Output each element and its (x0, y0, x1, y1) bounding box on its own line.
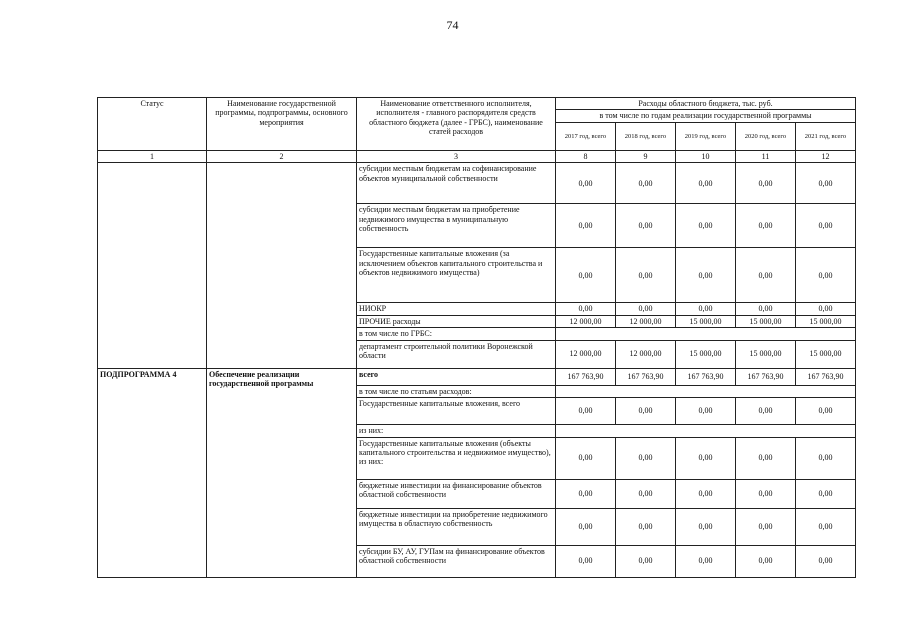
value-cell: 0,00 (616, 437, 676, 479)
subprogram-name: Обеспечение реализации государственной программы (207, 368, 357, 577)
value-cell: 0,00 (796, 163, 856, 204)
value-cell: 0,00 (616, 545, 676, 577)
row-label: Государственные капитальные вложения, всего (357, 398, 556, 425)
header-row-1 (98, 98, 856, 110)
row-label: субсидии местным бюджетам на софинансирование объектов муниципальной собственности (357, 163, 556, 204)
value-cell: 0,00 (616, 163, 676, 204)
column-index: 9 (616, 150, 676, 162)
value-cell: 12 000,00 (616, 315, 676, 327)
value-cell: 0,00 (556, 479, 616, 508)
header-year: 2017 год, всего (556, 122, 616, 150)
value-cell: 12 000,00 (556, 315, 616, 327)
value-cell: 0,00 (736, 204, 796, 248)
program-cell-empty (207, 163, 357, 368)
empty-value-cell (556, 425, 856, 437)
row-label: всего (357, 368, 556, 385)
table-row (98, 163, 856, 204)
value-cell: 0,00 (556, 163, 616, 204)
value-cell: 0,00 (676, 248, 736, 303)
value-cell: 0,00 (796, 303, 856, 315)
row-label: ПРОЧИЕ расходы (357, 315, 556, 327)
value-cell: 15 000,00 (736, 340, 796, 368)
value-cell: 15 000,00 (736, 315, 796, 327)
value-cell: 0,00 (676, 303, 736, 315)
value-cell: 0,00 (796, 204, 856, 248)
value-cell: 0,00 (556, 437, 616, 479)
value-cell: 0,00 (736, 545, 796, 577)
header-executor: Наименование ответственного исполнителя, исполнителя - главного распорядителя средств областного бюджета (далее - ГРБС), наименование статей расходов (357, 98, 556, 151)
value-cell: 0,00 (556, 248, 616, 303)
column-index: 2 (207, 150, 357, 162)
column-index: 11 (736, 150, 796, 162)
header-year: 2018 год, всего (616, 122, 676, 150)
value-cell: 0,00 (676, 479, 736, 508)
row-label: НИОКР (357, 303, 556, 315)
value-cell: 0,00 (736, 508, 796, 545)
value-cell: 15 000,00 (676, 315, 736, 327)
value-cell: 167 763,90 (676, 368, 736, 385)
value-cell: 0,00 (796, 248, 856, 303)
row-label: в том числе по ГРБС: (357, 328, 556, 340)
value-cell: 0,00 (796, 508, 856, 545)
value-cell: 0,00 (736, 398, 796, 425)
column-index: 8 (556, 150, 616, 162)
table-row (98, 368, 856, 385)
value-cell: 0,00 (796, 437, 856, 479)
row-label: в том числе по статьям расходов: (357, 385, 556, 397)
header-year: 2020 год, всего (736, 122, 796, 150)
value-cell: 0,00 (736, 163, 796, 204)
row-label: бюджетные инвестиции на финансирование объектов областной собственности (357, 479, 556, 508)
value-cell: 167 763,90 (556, 368, 616, 385)
empty-value-cell (556, 385, 856, 397)
row-label: Государственные капитальные вложения (за исключением объектов капитального строительства и объектов недвижимого имущества) (357, 248, 556, 303)
value-cell: 12 000,00 (556, 340, 616, 368)
value-cell: 0,00 (556, 303, 616, 315)
header-year: 2021 год, всего (796, 122, 856, 150)
budget-table (97, 97, 856, 578)
value-cell: 15 000,00 (796, 340, 856, 368)
row-label: бюджетные инвестиции на приобретение недвижимого имущества в областную собственность (357, 508, 556, 545)
row-label: из них: (357, 425, 556, 437)
value-cell: 15 000,00 (676, 340, 736, 368)
value-cell: 0,00 (736, 248, 796, 303)
value-cell: 167 763,90 (616, 368, 676, 385)
row-label: субсидии БУ, АУ, ГУПам на финансирование объектов областной собственности (357, 545, 556, 577)
status-cell-empty (98, 163, 207, 368)
value-cell: 167 763,90 (796, 368, 856, 385)
value-cell: 0,00 (556, 508, 616, 545)
row-label: субсидии местным бюджетам на приобретение недвижимого имущества в муниципальную собственность (357, 204, 556, 248)
row-label: департамент строительной политики Воронежской области (357, 340, 556, 368)
value-cell: 15 000,00 (796, 315, 856, 327)
header-expenses: Расходы областного бюджета, тыс. руб. (556, 98, 856, 110)
value-cell: 0,00 (616, 303, 676, 315)
value-cell: 0,00 (616, 204, 676, 248)
header-year: 2019 год, всего (676, 122, 736, 150)
value-cell: 0,00 (676, 508, 736, 545)
value-cell: 0,00 (736, 437, 796, 479)
value-cell: 0,00 (796, 479, 856, 508)
value-cell: 0,00 (676, 204, 736, 248)
column-index: 3 (357, 150, 556, 162)
value-cell: 0,00 (616, 479, 676, 508)
value-cell: 0,00 (616, 508, 676, 545)
value-cell: 0,00 (616, 398, 676, 425)
empty-value-cell (556, 328, 856, 340)
column-index-row (98, 150, 856, 162)
column-index: 1 (98, 150, 207, 162)
value-cell: 167 763,90 (736, 368, 796, 385)
column-index: 12 (796, 150, 856, 162)
value-cell: 0,00 (796, 398, 856, 425)
column-index: 10 (676, 150, 736, 162)
header-by-years: в том числе по годам реализации государственной программы (556, 110, 856, 122)
subprogram-status: ПОДПРОГРАММА 4 (98, 368, 207, 577)
value-cell: 0,00 (556, 398, 616, 425)
value-cell: 0,00 (676, 545, 736, 577)
value-cell: 12 000,00 (616, 340, 676, 368)
value-cell: 0,00 (556, 545, 616, 577)
header-status: Статус (98, 98, 207, 151)
header-program-name: Наименование государственной программы, подпрограммы, основного мероприятия (207, 98, 357, 151)
value-cell: 0,00 (556, 204, 616, 248)
value-cell: 0,00 (676, 163, 736, 204)
page-number: 74 (446, 18, 459, 32)
value-cell: 0,00 (736, 479, 796, 508)
value-cell: 0,00 (616, 248, 676, 303)
value-cell: 0,00 (676, 398, 736, 425)
row-label: Государственные капитальные вложения (объекты капитального строительства и недвижимое имущество), из них: (357, 437, 556, 479)
value-cell: 0,00 (796, 545, 856, 577)
value-cell: 0,00 (676, 437, 736, 479)
value-cell: 0,00 (736, 303, 796, 315)
